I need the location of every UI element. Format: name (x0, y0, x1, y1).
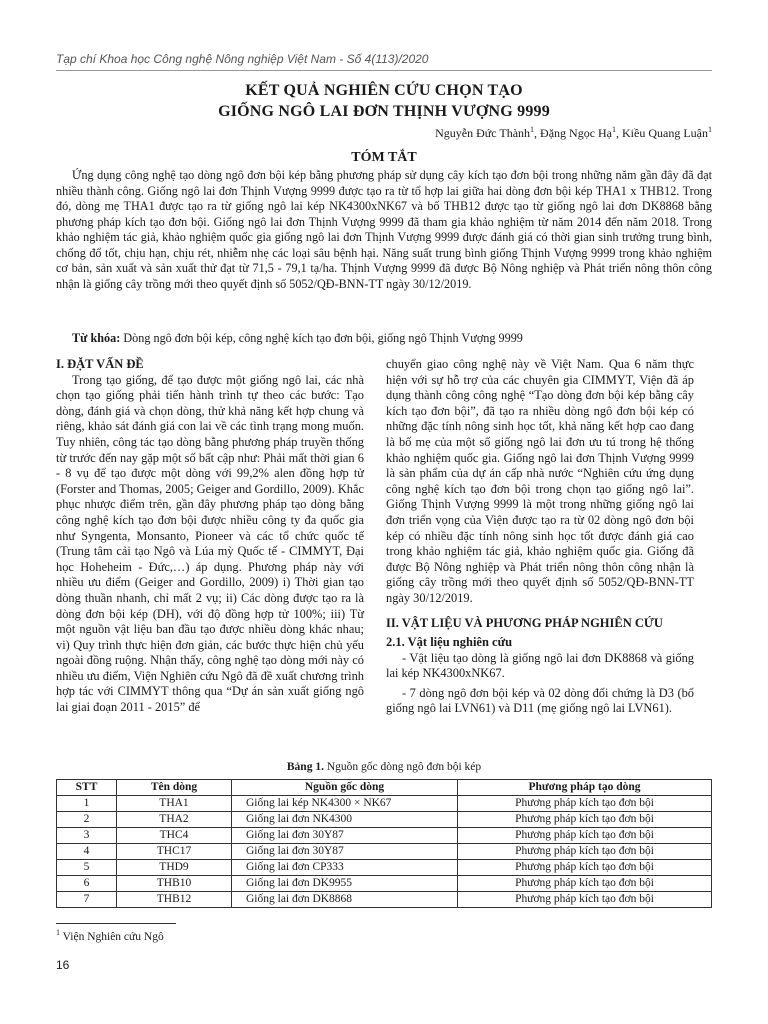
table-cell: 1 (57, 796, 117, 812)
table-cell: THD9 (117, 860, 232, 876)
section-paragraph: - Vật liệu tạo dòng là giống ngô lai đơn DK8868 và giống lai kép NK4300xNK67. (386, 650, 694, 681)
table-cell: Giống lai đơn NK4300 (232, 812, 458, 828)
section-paragraph: chuyển giao công nghệ này về Việt Nam. Qua 6 năm thực hiện với sự hỗ trợ của các chuyên gia CIMMYT, Viện đã áp dụng thành công công nghệ “Tạo dòng đơn bội kép bằng cây kích tạo đơn bội”, đã tạo ra nhiều dòng ngô đơn bội kép có những đặc tính nông sinh học tốt, khả năng kết hợp cao đang là bố mẹ của một số giống ngô lai đơn ưu tú trong hệ thống khảo nghiệm quốc gia. Giống ngô lai đơn Thịnh Vượng 9999 là sản phẩm của dự án cấp nhà nước “Nghiên cứu ứng dụng công nghệ kích tạo đơn bội trong chọn tạo giống ngô lai”. Giống Thịnh Vượng 9999 là một trong những giống ngô lai đơn triển vọng của Viện được tạo ra từ 02 dòng ngô đơn bội kép có nhiều đặc tính nông sinh học tốt được đánh giá cao trong khảo nghiệm tác giả, khảo nghiệm quốc gia. Giống đã được Bộ Nông nghiệp và Phát triển nông thôn công nhận là giống cây trồng mới theo quyết định số 5052/QĐ-BNN-TT ngày 30/12/2019. (386, 357, 694, 605)
footnote-rule (56, 923, 176, 924)
section-paragraph: - 7 dòng ngô đơn bội kép và 02 dòng đối chứng là D3 (bố giống ngô lai LVN61) và D11 (mẹ giống ngô lai LVN61). (386, 685, 694, 716)
author-affiliation: 1 (612, 125, 617, 134)
table-caption-label: Bảng 1. (286, 761, 324, 773)
table-header-cell: STT (57, 780, 117, 796)
abstract-text: Ứng dụng công nghệ tạo dòng ngô đơn bội kép bằng phương pháp sử dụng cây kích tạo đơn bội trong những năm gần đây đã đạt nhiều thành công. Giống ngô lai đơn Thịnh Vượng 9999 được tạo ra từ tổ hợp lai giữa hai dòng đơn bội kép THA1 x THB12. Trong đó, dòng mẹ THA1 được tạo ra từ giống ngô lai kép NK4300xNK67 và bố THB12 được tạo từ giống ngô lai đơn DK8868 bằng phương pháp kích tạo đơn bội. Giống ngô lai đơn Thịnh Vượng 9999 đã tham gia khảo nghiệm từ năm 2014 đến năm 2018. Trong khảo nghiệm tác giả, khảo nghiệm quốc gia giống ngô lai đơn Thịnh Vượng 9999 được đánh giá có thời gian sinh trưởng trung bình, chống đổ tốt, chịu hạn, chịu rét, nhiễm nhẹ các loại sâu bệnh hại. Năng suất trung bình giống Thịnh Vượng 9999 trong khảo nghiệm cơ bản, sản xuất và sản xuất thử đạt từ 71,5 - 79,1 tạ/ha. Thịnh Vượng 9999 đã được Bộ Nông nghiệp và Phát triển nông thôn công nhận là giống cây trồng mới theo quyết định số 5052/QĐ-BNN-TT ngày 30/12/2019. (56, 168, 712, 291)
table-row (57, 876, 712, 892)
footnote (56, 928, 164, 943)
footnote-text: Viện Nghiên cứu Ngô (60, 930, 164, 943)
table-cell: Giống lai đơn 30Y87 (232, 844, 458, 860)
abstract-heading: TÓM TẮT (351, 150, 417, 165)
table-cell: THB12 (117, 892, 232, 908)
author-name: Kiều Quang Luận (622, 126, 708, 140)
table-header-cell: Phương pháp tạo dòng (458, 780, 712, 796)
table-cell: THB10 (117, 876, 232, 892)
data-table (56, 779, 712, 908)
table-cell: THC4 (117, 828, 232, 844)
table-row (57, 892, 712, 908)
section-heading: I. ĐẶT VẤN ĐỀ (56, 357, 144, 371)
paper-title-line2: GIỐNG NGÔ LAI ĐƠN THỊNH VƯỢNG 9999 (218, 103, 550, 120)
authors: Nguyễn Đức Thành$^1$, Đặng Ngọc Hạ$^1$, Kiều Quang Luận$^1$ (435, 125, 712, 140)
table-cell: THC17 (117, 844, 232, 860)
table-header-row (57, 780, 712, 796)
table-cell: Giống lai đơn DK8868 (232, 892, 458, 908)
table-cell: 5 (57, 860, 117, 876)
table-cell: 6 (57, 876, 117, 892)
table-cell: 7 (57, 892, 117, 908)
author-name: Nguyễn Đức Thành (435, 126, 531, 140)
table-cell: Phương pháp kích tạo đơn bội (458, 844, 712, 860)
author-affiliation: 1 (530, 125, 535, 134)
table-row (57, 844, 712, 860)
table-row (57, 812, 712, 828)
keywords-text: Dòng ngô đơn bội kép, công nghệ kích tạo đơn bội, giống ngô Thịnh Vượng 9999 (120, 331, 523, 345)
table-cell: Phương pháp kích tạo đơn bội (458, 812, 712, 828)
keywords-label: Từ khóa: (72, 331, 121, 345)
page-number: 16 (56, 958, 70, 972)
table-header-cell: Nguồn gốc dòng (232, 780, 458, 796)
table-cell: Giống lai đơn DK9955 (232, 876, 458, 892)
table-cell: Phương pháp kích tạo đơn bội (458, 828, 712, 844)
footnote-marker: 1 (56, 928, 60, 937)
section-heading: II. VẬT LIỆU VÀ PHƯƠNG PHÁP NGHIÊN CỨU (386, 615, 663, 630)
right-column (386, 357, 694, 717)
author-name: Đặng Ngọc Hạ (540, 126, 613, 140)
table-cell: 3 (57, 828, 117, 844)
author-affiliation: 1 (708, 125, 712, 134)
table-cell: 2 (57, 812, 117, 828)
keywords (56, 331, 712, 346)
table-row (57, 860, 712, 876)
table-cell: Giống lai kép NK4300 × NK67 (232, 796, 458, 812)
header-rule (56, 70, 712, 71)
table-cell: THA2 (117, 812, 232, 828)
journal-header: Tạp chí Khoa học Công nghệ Nông nghiệp Việt Nam - Số 4(113)/2020 (56, 52, 429, 66)
table-caption-text: Nguồn gốc dòng ngô đơn bội kép (323, 761, 482, 773)
paper-title-line1: KẾT QUẢ NGHIÊN CỨU CHỌN TẠO (245, 82, 523, 99)
table-caption (0, 761, 768, 773)
table-cell: Phương pháp kích tạo đơn bội (458, 860, 712, 876)
table-cell: THA1 (117, 796, 232, 812)
table-cell: Phương pháp kích tạo đơn bội (458, 892, 712, 908)
table-cell: Giống lai đơn CP333 (232, 860, 458, 876)
table-cell: Phương pháp kích tạo đơn bội (458, 876, 712, 892)
table-header-cell: Tên dòng (117, 780, 232, 796)
section-paragraph: Trong tạo giống, để tạo được một giống ngô lai, các nhà chọn tạo giống phải tiến hành trình tự theo các bước: Tạo dòng, đánh giá và chọn dòng, thử khả năng kết hợp chung và riêng, khảo sát đánh giá con lai về các tình trạng mong muốn. Tuy nhiên, công tác tạo dòng bằng phương pháp truyền thống từ trước đến nay gặp một số bất cập như: Phải mất thời gian 6 - 8 vụ để tạo được một dòng với 99,2% alen đồng hợp tử (Forster and Thomas, 2005; Geiger and Gordillo, 2009). Khắc phục nhược điểm trên, gần đây phương pháp tạo dòng bằng công nghệ kích tạo đơn bội được nhiều công ty đa quốc gia như Syngenta, Monsanto, Pioneer và các tổ chức quốc tế (Trung tâm cải tạo Ngô và Lúa mỳ Quốc tế - CIMMYT, Đại học Hoheheim - Đức,…) áp dụng. Phương pháp này với nhiều ưu điểm (Geiger and Gordillo, 2009) i) Thời gian tạo dòng thuần nhanh, chỉ mất 2 vụ; ii) Các dòng được tạo ra là dòng đơn bội kép (DH), với độ đồng hợp tử 100%; iii) Từ một nguồn vật liệu ban đầu tạo được nhiều dòng khác nhau; vi) Quy trình thực hiện đơn giản, các bước thực hiện chủ yếu ngoài đồng ruộng. Nhận thấy, công nghệ tạo dòng mới này có nhiều ưu điểm, Viện Nghiên cứu Ngô đã đề xuất chương trình hợp tác với CIMMYT thông qua “Dự án sản xuất giống ngô lai giai đoạn 2011 - 2015” để (56, 372, 364, 715)
table-row (57, 828, 712, 844)
table-cell: Giống lai đơn 30Y87 (232, 828, 458, 844)
subsection-heading: 2.1. Vật liệu nghiên cứu (386, 635, 513, 650)
left-column (56, 357, 364, 716)
table-cell: Phương pháp kích tạo đơn bội (458, 796, 712, 812)
table-cell: 4 (57, 844, 117, 860)
table-row (57, 796, 712, 812)
